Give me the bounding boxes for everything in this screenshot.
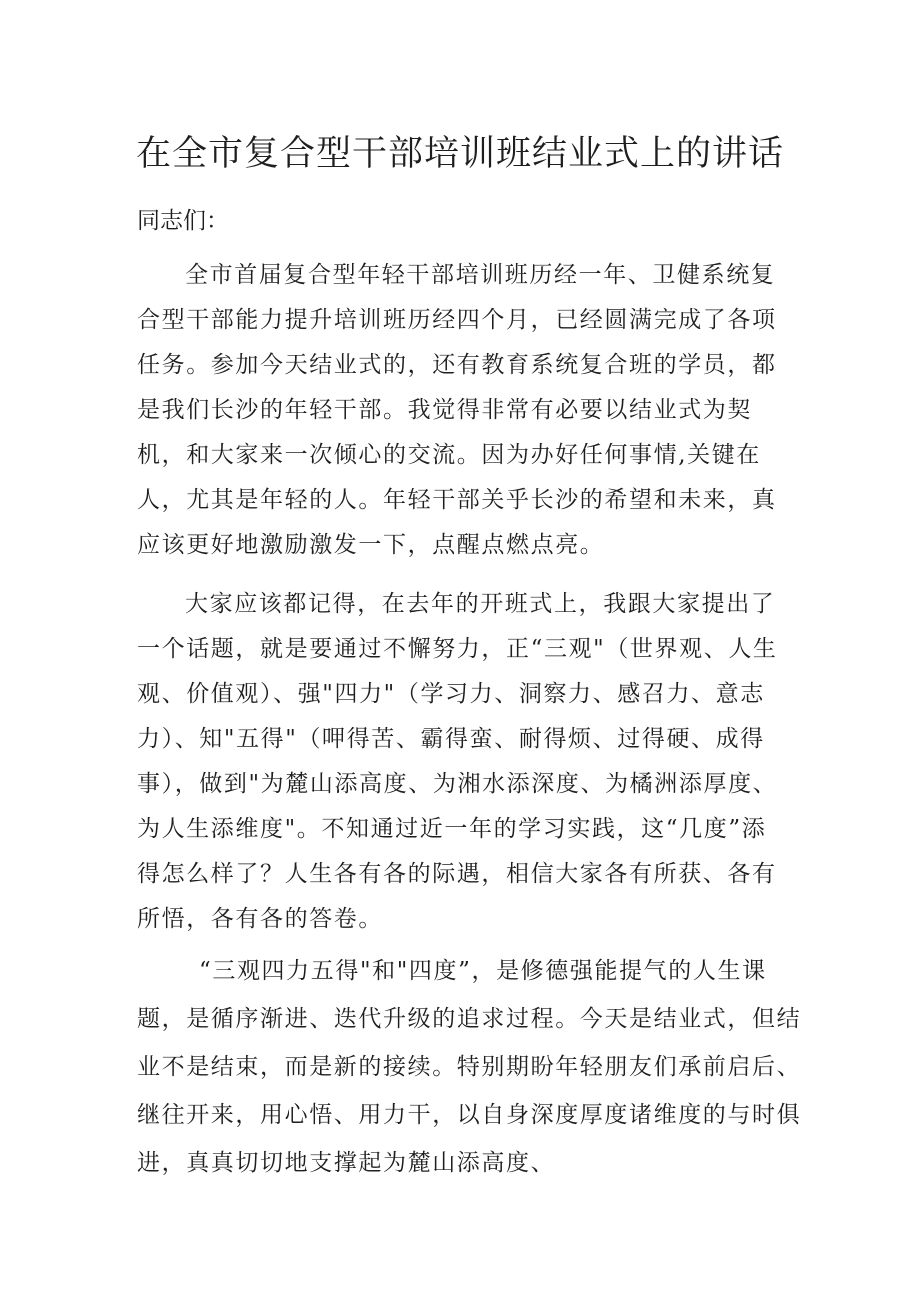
paragraph-line: 题，是循序渐进、迭代升级的追求过程。今天是结业式，但结 bbox=[137, 1006, 802, 1032]
paragraph-2 bbox=[137, 582, 837, 942]
paragraph-3 bbox=[137, 947, 837, 1187]
paragraph-line: 应该更好地激励激发一下，点醒点燃点亮。 bbox=[137, 532, 605, 558]
paragraph-line: 进，真真切切地支撑起为麓山添高度、 bbox=[137, 1150, 556, 1176]
paragraph-line: 人，尤其是年轻的人。年轻干部关乎长沙的希望和未来，真 bbox=[137, 487, 777, 513]
paragraph-line: 是我们长沙的年轻干部。我觉得非常有必要以结业式为契 bbox=[137, 397, 752, 423]
paragraph-line: 力）、知"五得"（呷得苦、霸得蛮、耐得烦、过得硬、成得 bbox=[137, 726, 765, 752]
paragraph-line: 继往开来，用心悟、用力干，以自身深度厚度诸维度的与时俱 bbox=[137, 1102, 802, 1128]
paragraph-line: 全市首届复合型年轻干部培训班历经一年、卫健系统复 bbox=[185, 262, 776, 288]
paragraph-line: 为人生添维度"。不知通过近一年的学习实践，这“几度”添 bbox=[137, 816, 767, 842]
paragraph-line: 所悟，各有各的答卷。 bbox=[137, 906, 383, 932]
paragraph-line: “三观四力五得"和"四度”，是修德强能提气的人生课 bbox=[199, 958, 767, 984]
paragraph-line: 大家应该都记得，在去年的开班式上，我跟大家提出了 bbox=[185, 591, 776, 617]
paragraph-line: 机，和大家来一次倾心的交流。因为办好任何事情,关键在 bbox=[137, 442, 761, 468]
salutation: 同志们： bbox=[137, 208, 229, 234]
document-title: 在全市复合型干部培训班结业式上的讲话 bbox=[135, 134, 784, 174]
paragraph-line: 得怎么样了？人生各有各的际遇，相信大家各有所获、各有 bbox=[137, 861, 777, 887]
paragraph-line: 任务。参加今天结业式的，还有教育系统复合班的学员，都 bbox=[137, 352, 777, 378]
paragraph-line: 观、价值观）、强"四力"（学习力、洞察力、感召力、意志 bbox=[137, 681, 765, 707]
paragraph-line: 一个话题，就是要通过不懈努力，正“三观"（世界观、人生 bbox=[137, 636, 778, 662]
paragraph-line: 事），做到"为麓山添高度、为湘水添深度、为橘洲添厚度、 bbox=[137, 771, 778, 797]
paragraph-line: 业不是结束，而是新的接续。特别期盼年轻朋友们承前启后、 bbox=[137, 1054, 802, 1080]
paragraph-1 bbox=[137, 253, 837, 568]
paragraph-line: 合型干部能力提升培训班历经四个月，已经圆满完成了各项 bbox=[137, 307, 777, 333]
